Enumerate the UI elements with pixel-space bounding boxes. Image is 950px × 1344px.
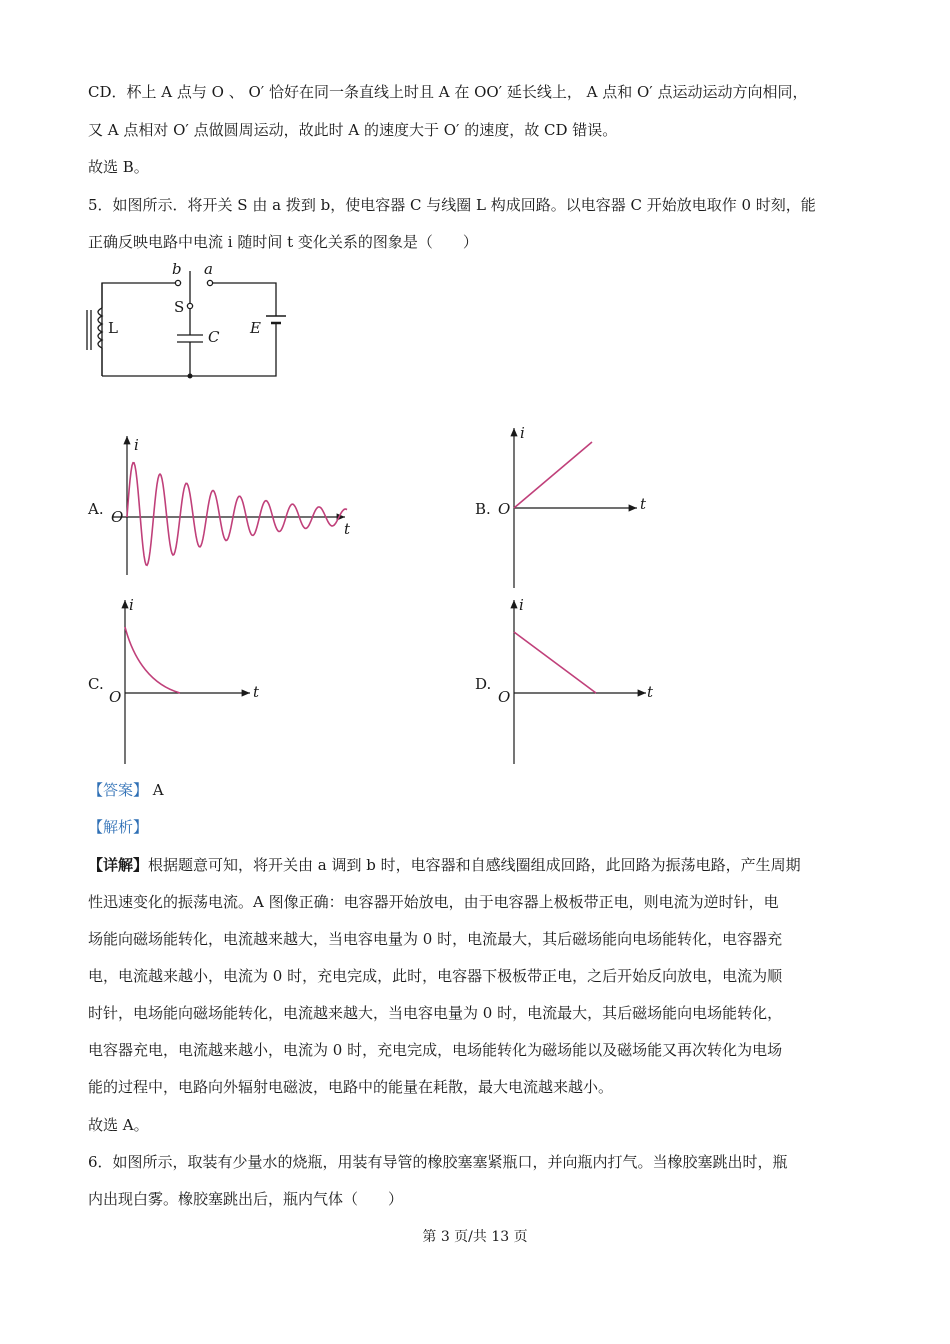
detail-line-1-text: 根据题意可知，将开关由 a 调到 b 时，电容器和自感线圈组成回路，此回路为振荡电路，产生周期: [148, 856, 801, 874]
question-6-line-1: 6．如图所示，取装有少量水的烧瓶，用装有导管的橡胶塞塞紧瓶口，并向瓶内打气。当橡胶塞跳出时，瓶: [88, 1153, 788, 1171]
option-d-graph: [495, 597, 665, 765]
axis-i-c: i: [129, 596, 134, 614]
origin-d: O: [498, 688, 511, 706]
option-a-label[interactable]: A.: [88, 500, 104, 518]
axis-i-a: i: [134, 436, 139, 454]
label-s: S: [174, 298, 185, 316]
option-a-graph: [100, 430, 360, 580]
detail-line: 时针，电场能向磁场能转化，电流越来越大，当电容电量为 0 时，电流最大，其后磁场能向电场能转化，: [88, 1004, 783, 1022]
solution-cd-line-1: CD．杯上 A 点与 O 、 O′ 恰好在同一条直线上时且 A 在 OO′ 延长线上， A 点和 O′ 点运动运动方向相同，: [88, 83, 808, 101]
question-5-line-2: 正确反映电路中电流 i 随时间 t 变化关系的图象是（ ）: [88, 233, 478, 251]
detail-line: 电，电流越来越小，电流为 0 时，充电完成，此时，电容器下极板带正电，之后开始反向放电，电流为顺: [88, 967, 783, 985]
analysis-tag: 【解析】: [88, 818, 149, 836]
detail-line: 场能向磁场能转化，电流越来越大，当电容电量为 0 时，电流最大，其后磁场能向电场能转化，电容器充: [88, 930, 783, 948]
option-c-label[interactable]: C.: [88, 675, 104, 693]
solution-choose-a: 故选 A。: [88, 1116, 149, 1134]
answer-tag: 【答案】: [88, 781, 149, 799]
origin-c: O: [109, 688, 122, 706]
option-b-label[interactable]: B.: [475, 500, 491, 518]
option-c-graph: [100, 597, 265, 765]
detail-line: 能的过程中，电路向外辐射电磁波，电路中的能量在耗散，最大电流越来越小。: [88, 1078, 614, 1096]
answer-line: [88, 780, 164, 800]
label-e: E: [250, 319, 261, 337]
axis-t-c: t: [253, 683, 260, 701]
solution-cd-line-2: 又 A 点相对 O′ 点做圆周运动，故此时 A 的速度大于 O′ 的速度，故 CD 错误。: [88, 121, 618, 139]
label-l: L: [108, 319, 118, 337]
linear-decrease-line: [514, 632, 596, 693]
question-6-line-2: 内出现白雾。橡胶塞跳出后，瓶内气体（ ）: [88, 1190, 404, 1208]
axis-t-d: t: [647, 683, 654, 701]
origin-b: O: [498, 500, 511, 518]
axis-i-d: i: [519, 596, 524, 614]
answer-value: A: [152, 781, 164, 799]
linear-increase-line: [514, 442, 592, 508]
option-d-label[interactable]: D.: [475, 675, 492, 693]
detail-tag: 【详解】: [88, 856, 149, 874]
label-b: b: [172, 260, 182, 278]
label-c: C: [208, 328, 220, 346]
question-5-line-1: 5．如图所示．将开关 S 由 a 拨到 b，使电容器 C 与线圈 L 构成回路。以电容器 C 开始放电取作 0 时刻，能: [88, 196, 816, 214]
label-a: a: [204, 260, 213, 278]
damped-oscillation-curve: [127, 463, 347, 566]
origin-a: O: [111, 508, 124, 526]
option-b-graph: [495, 425, 665, 590]
axis-i-b: i: [520, 424, 525, 442]
detail-line-1: [88, 855, 801, 875]
exponential-decay-curve: [125, 627, 180, 693]
detail-line: 性迅速变化的振荡电流。A 图像正确：电容器开始放电，由于电容器上极板带正电，则电流为逆时针，电: [88, 893, 779, 911]
page-footer: 第 3 页/共 13 页: [422, 1229, 528, 1245]
solution-choose-b: 故选 B。: [88, 158, 149, 176]
axis-t-a: t: [344, 520, 351, 538]
detail-line: 电容器充电，电流越来越小，电流为 0 时，充电完成，电场能转化为磁场能以及磁场能又再次转化为电场: [88, 1041, 783, 1059]
lc-circuit-diagram: [80, 258, 300, 388]
axis-t-b: t: [640, 495, 647, 513]
